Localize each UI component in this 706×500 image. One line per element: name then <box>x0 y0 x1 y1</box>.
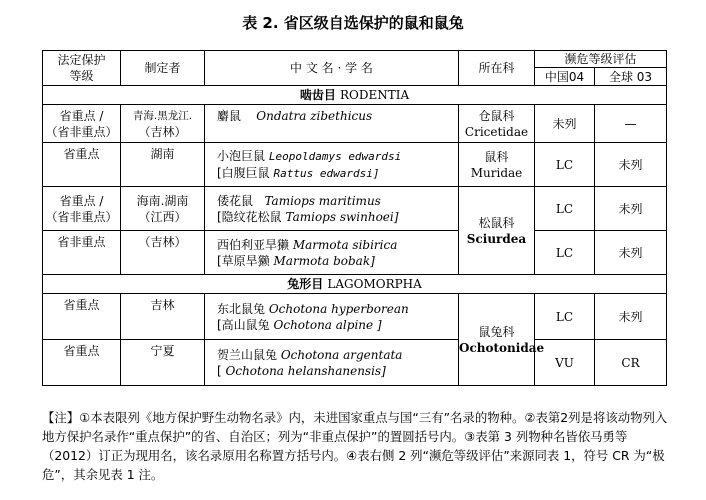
table-row: 省重点 / （省非重点） 青海.黑龙江. （吉林） 麝鼠 Ondatra zibethicus 仓鼠科 Cricetidae 未列 — <box>43 105 667 143</box>
table-row: 省重点 吉林 东北鼠兔 Ochotona hyperborean [高山鼠兔 Ochotona alpine ] 鼠兔科 Ochotonidae LC 未列 <box>43 294 667 340</box>
family-sciuridae-cell: 松鼠科 Sciurdea <box>459 187 535 275</box>
header-risk-assessment: 濒危等级评估 <box>535 51 667 68</box>
table-row: 省重点 宁夏 贺兰山鼠兔 Ochotona argentata [ Ochotona helanshanensis] VU CR <box>43 340 667 386</box>
family-ochotonidae-cell: 鼠兔科 Ochotonidae <box>459 294 535 386</box>
header-name: 中 文 名 · 学 名 <box>205 51 459 86</box>
page-title: 表 2. 省区级自选保护的鼠和鼠兔 <box>242 14 464 32</box>
order-row-rodentia: 啮齿目 RODENTIA <box>43 86 667 105</box>
header-china: 中国04 <box>535 68 595 86</box>
header-maker: 制定者 <box>121 51 205 86</box>
table-header-row <box>43 51 667 68</box>
table-row: 省非重点 （吉林） 西伯利亚旱獭 Marmota sibirica [草原旱獭 Marmota bobak] LC 未列 <box>43 231 667 275</box>
table-row: 省重点 湖南 小泡巨鼠 Leopoldamys edwardsi [白腹巨鼠 Rattus edwardsi] 鼠科 Muridae LC 未列 <box>43 143 667 187</box>
header-global: 全球 03 <box>595 68 667 86</box>
table-row: 省重点 / （省非重点） 海南.湖南 （江西） 倭花鼠 Tamiops maritimus [隐纹花松鼠 Tamiops swinhoei] 松鼠科 Sciurdea LC 未列 <box>43 187 667 231</box>
order-row-lagomorpha: 兔形目 LAGOMORPHA <box>43 275 667 294</box>
header-protection-level: 法定保护 等级 <box>43 51 121 86</box>
species-table <box>42 50 667 386</box>
header-family: 所在科 <box>459 51 535 86</box>
footnote: 【注】①本表限列《地方保护野生动物名录》内，未进国家重点与国“三有”名录的物种。②表第2列是将该动物列入地方保护名录作“重点保护”的省、自治区；列为“非重点保护”的置圆括号内。③表第 3 列物种名皆依马勇等（2012）订正为现用名，该名录原用名称置方括号内。④表右侧 2 列“濒危等级评估”来源同表 1，符号 CR 为“极危”，其余见表 1 注。 <box>42 410 668 482</box>
